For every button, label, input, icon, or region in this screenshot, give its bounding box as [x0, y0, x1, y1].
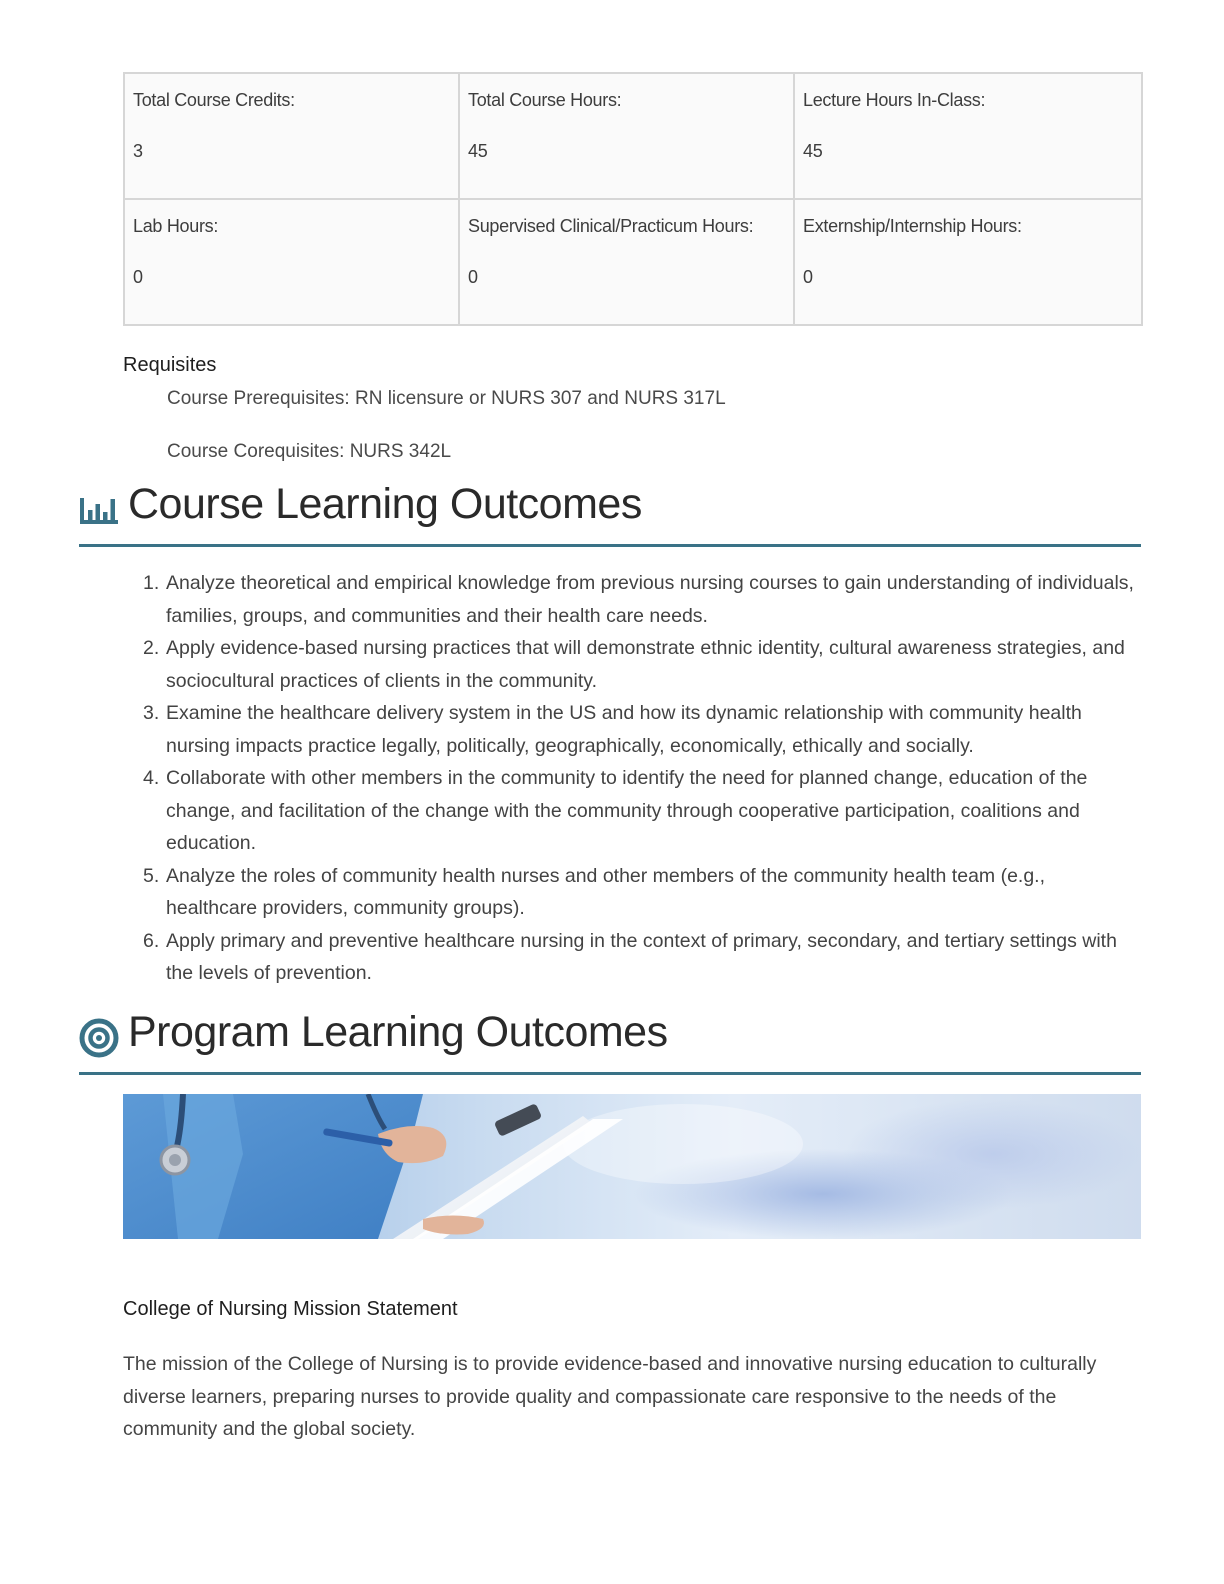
program-learning-outcomes-header: [79, 1006, 1141, 1075]
table-cell: [459, 199, 794, 325]
cell-label: Externship/Internship Hours:: [803, 216, 1022, 236]
cell-label: Total Course Hours:: [468, 90, 622, 110]
table-cell: [794, 199, 1142, 325]
list-item-text: Analyze theoretical and empirical knowledge from previous nursing courses to gain understanding of individuals, families, groups, and communities and their health care needs.: [166, 572, 1134, 627]
target-icon: [79, 1018, 119, 1058]
list-item-number: 5.: [143, 864, 160, 887]
table-cell: [459, 73, 794, 199]
list-item: [143, 697, 1136, 762]
cell-value: 0: [468, 267, 478, 287]
list-item-number: 4.: [143, 767, 160, 789]
cell-value: 0: [133, 267, 143, 287]
table-row: [124, 73, 1142, 199]
requisites-heading: Requisites: [123, 354, 217, 376]
list-item: [143, 762, 1136, 860]
cell-label: Lecture Hours In-Class:: [803, 90, 986, 110]
section-title: Program Learning Outcomes: [128, 1008, 668, 1056]
course-learning-outcomes-header: [79, 478, 1141, 547]
list-item-text: Collaborate with other members in the community to identify the need for planned change, education of the change, and facilitation of the change with the community through cooperative participation, coalitions and education.: [166, 767, 1088, 854]
list-item-text: Apply evidence-based nursing practices that will demonstrate ethnic identity, cultural awareness strategies, and sociocultural practices of clients in the community.: [166, 637, 1125, 692]
table-cell: [794, 73, 1142, 199]
list-item-number: 1.: [143, 572, 160, 594]
list-item-text: Analyze the roles of community health nurses and other members of the community health team (e.g., healthcare providers, community groups).: [166, 864, 1046, 919]
cell-value: 3: [133, 141, 143, 161]
corequisites-text: Course Corequisites: NURS 342L: [167, 441, 452, 462]
cell-value: 45: [803, 141, 823, 161]
course-outcomes-list: [143, 567, 1136, 990]
list-item: [143, 632, 1136, 697]
cell-value: 45: [468, 141, 488, 161]
mission-text: The mission of the College of Nursing is to provide evidence-based and innovative nursing education to culturally diverse learners, preparing nurses to provide quality and compassionate care responsive to the needs of the community and the global society.: [123, 1353, 1097, 1440]
section-title: Course Learning Outcomes: [128, 480, 642, 528]
list-item-text: Apply primary and preventive healthcare nursing in the context of primary, secondary, and tertiary settings with the levels of prevention.: [166, 929, 1117, 984]
table-cell: [124, 199, 459, 325]
list-item: [143, 567, 1136, 632]
cell-value: 0: [803, 267, 813, 287]
prerequisites-text: Course Prerequisites: RN licensure or NURS 307 and NURS 317L: [167, 388, 726, 409]
course-hours-table: [123, 72, 1143, 326]
list-item: [143, 860, 1136, 925]
list-item: [143, 925, 1136, 990]
list-item-number: 2.: [143, 637, 160, 659]
table-row: [124, 199, 1142, 325]
list-item-number: 3.: [143, 702, 160, 724]
cell-label: Lab Hours:: [133, 216, 219, 236]
nurse-banner-image: [123, 1094, 1141, 1239]
cell-label: Supervised Clinical/Practicum Hours:: [468, 216, 754, 236]
mission-title: College of Nursing Mission Statement: [123, 1298, 458, 1320]
list-item-text: Examine the healthcare delivery system in the US and how its dynamic relationship with community health nursing impacts practice legally, politically, geographically, economically, ethically and socially.: [166, 702, 1082, 757]
table-cell: [124, 73, 459, 199]
bar-chart-icon: [79, 490, 119, 530]
list-item-number: 6.: [143, 929, 160, 952]
cell-label: Total Course Credits:: [133, 90, 295, 110]
